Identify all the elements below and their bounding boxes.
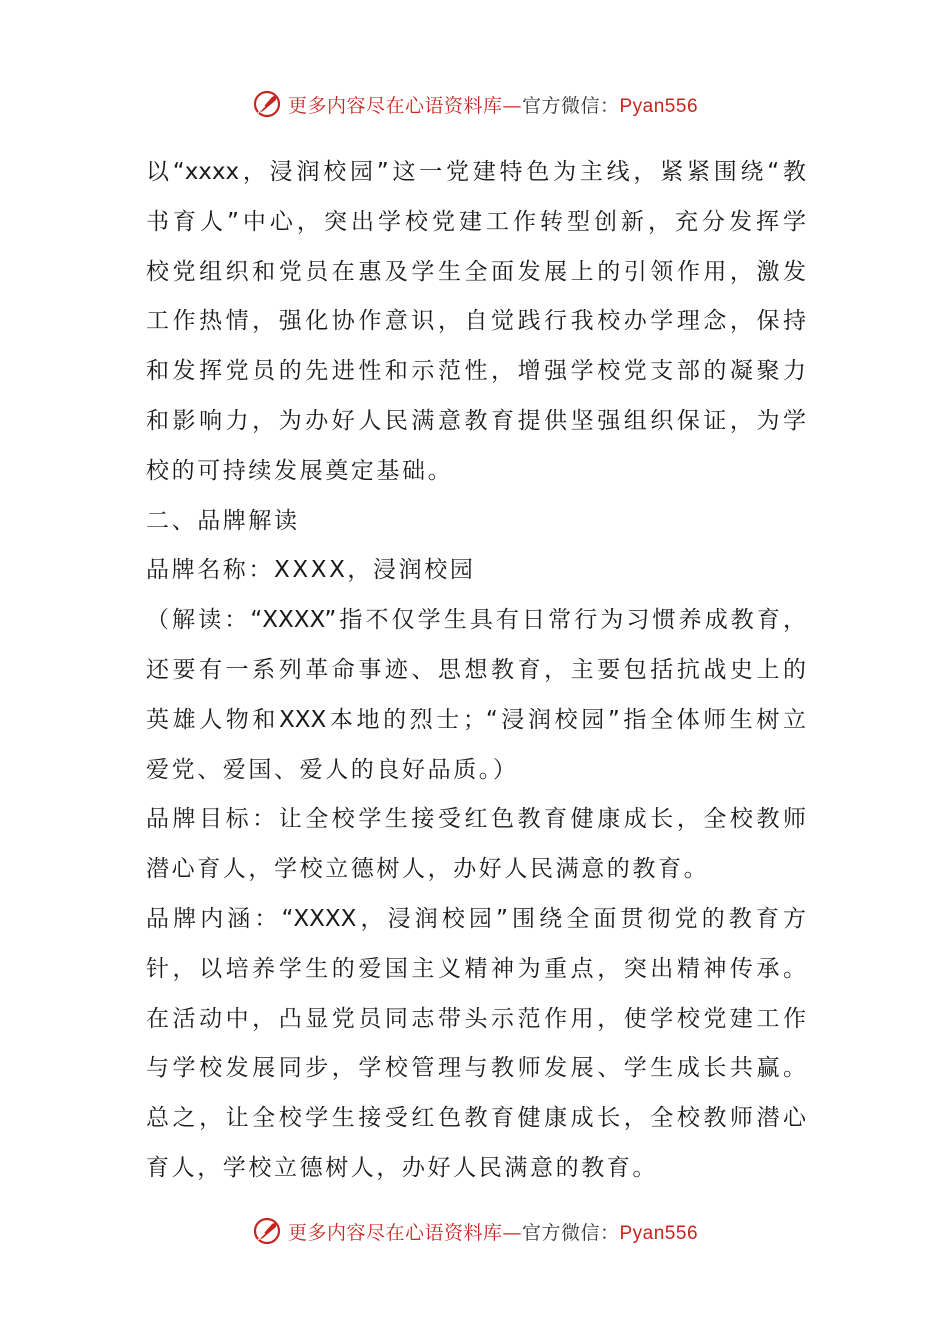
banner-text [288, 1218, 698, 1245]
banner-dash: — [502, 1221, 522, 1244]
quill-logo-icon [252, 1216, 282, 1246]
banner-wechat-id: Pyan556 [619, 95, 699, 117]
paragraph-line: 书育人”中心，突出学校党建工作转型创新，充分发挥学 [146, 208, 806, 235]
paragraph-line: 英雄人物和XXX本地的烈士；“浸润校园”指全体师生树立 [146, 706, 806, 733]
brand-goal-line: 品牌目标：让全校学生接受红色教育健康成长，全校教师 [146, 806, 806, 833]
banner-title: 更多内容尽在心语资料库 [287, 94, 503, 117]
paragraph-line: 和发挥党员的先进性和示范性，增强学校党支部的凝聚力 [146, 358, 806, 385]
brand-name-line: 品牌名称：XXXX，浸润校园 [146, 557, 476, 584]
banner-text [288, 91, 698, 118]
paragraph-line: 育人，学校立德树人，办好人民满意的教育。 [146, 1154, 658, 1181]
paragraph-line: 工作热情，强化协作意识，自觉践行我校办学理念，保持 [146, 308, 806, 335]
section-heading: 二、品牌解读 [146, 507, 300, 534]
paragraph-line: 校的可持续发展奠定基础。 [146, 457, 454, 484]
document-body [146, 148, 806, 1194]
footer-watermark-banner [0, 1211, 950, 1251]
paragraph-line: 针，以培养学生的爱国主义精神为重点，突出精神传承。 [146, 955, 806, 982]
paragraph-line: 以“xxxx，浸润校园”这一党建特色为主线，紧紧围绕“教 [146, 159, 806, 185]
banner-title: 更多内容尽在心语资料库 [287, 1221, 503, 1244]
paragraph-line: （解读：“XXXX”指不仅学生具有日常行为习惯养成教育， [146, 607, 806, 634]
paragraph-line: 潜心育人，学校立德树人，办好人民满意的教育。 [146, 856, 710, 883]
paragraph-line: 还要有一系列革命事迹、思想教育，主要包括抗战史上的 [146, 656, 806, 683]
paragraph-line: 在活动中，凸显党员同志带头示范作用，使学校党建工作 [146, 1005, 806, 1032]
paragraph-line: 校党组织和党员在惠及学生全面发展上的引领作用，激发 [146, 258, 806, 285]
summary-line: 总之，让全校学生接受红色教育健康成长，全校教师潜心 [146, 1105, 806, 1132]
quill-logo-icon [252, 89, 282, 119]
paragraph-line: 爱党、爱国、爱人的良好品质。） [146, 756, 519, 783]
brand-connotation-line: 品牌内涵：“XXXX，浸润校园”围绕全面贯彻党的教育方 [146, 905, 806, 932]
banner-official-label: 官方微信： [521, 1221, 620, 1244]
header-watermark-banner [0, 84, 950, 124]
banner-official-label: 官方微信： [521, 94, 620, 117]
paragraph-line: 与学校发展同步，学校管理与教师发展、学生成长共赢。 [146, 1055, 806, 1082]
banner-dash: — [502, 94, 522, 117]
banner-wechat-id: Pyan556 [619, 1222, 699, 1244]
paragraph-line: 和影响力，为办好人民满意教育提供坚强组织保证，为学 [146, 407, 806, 434]
